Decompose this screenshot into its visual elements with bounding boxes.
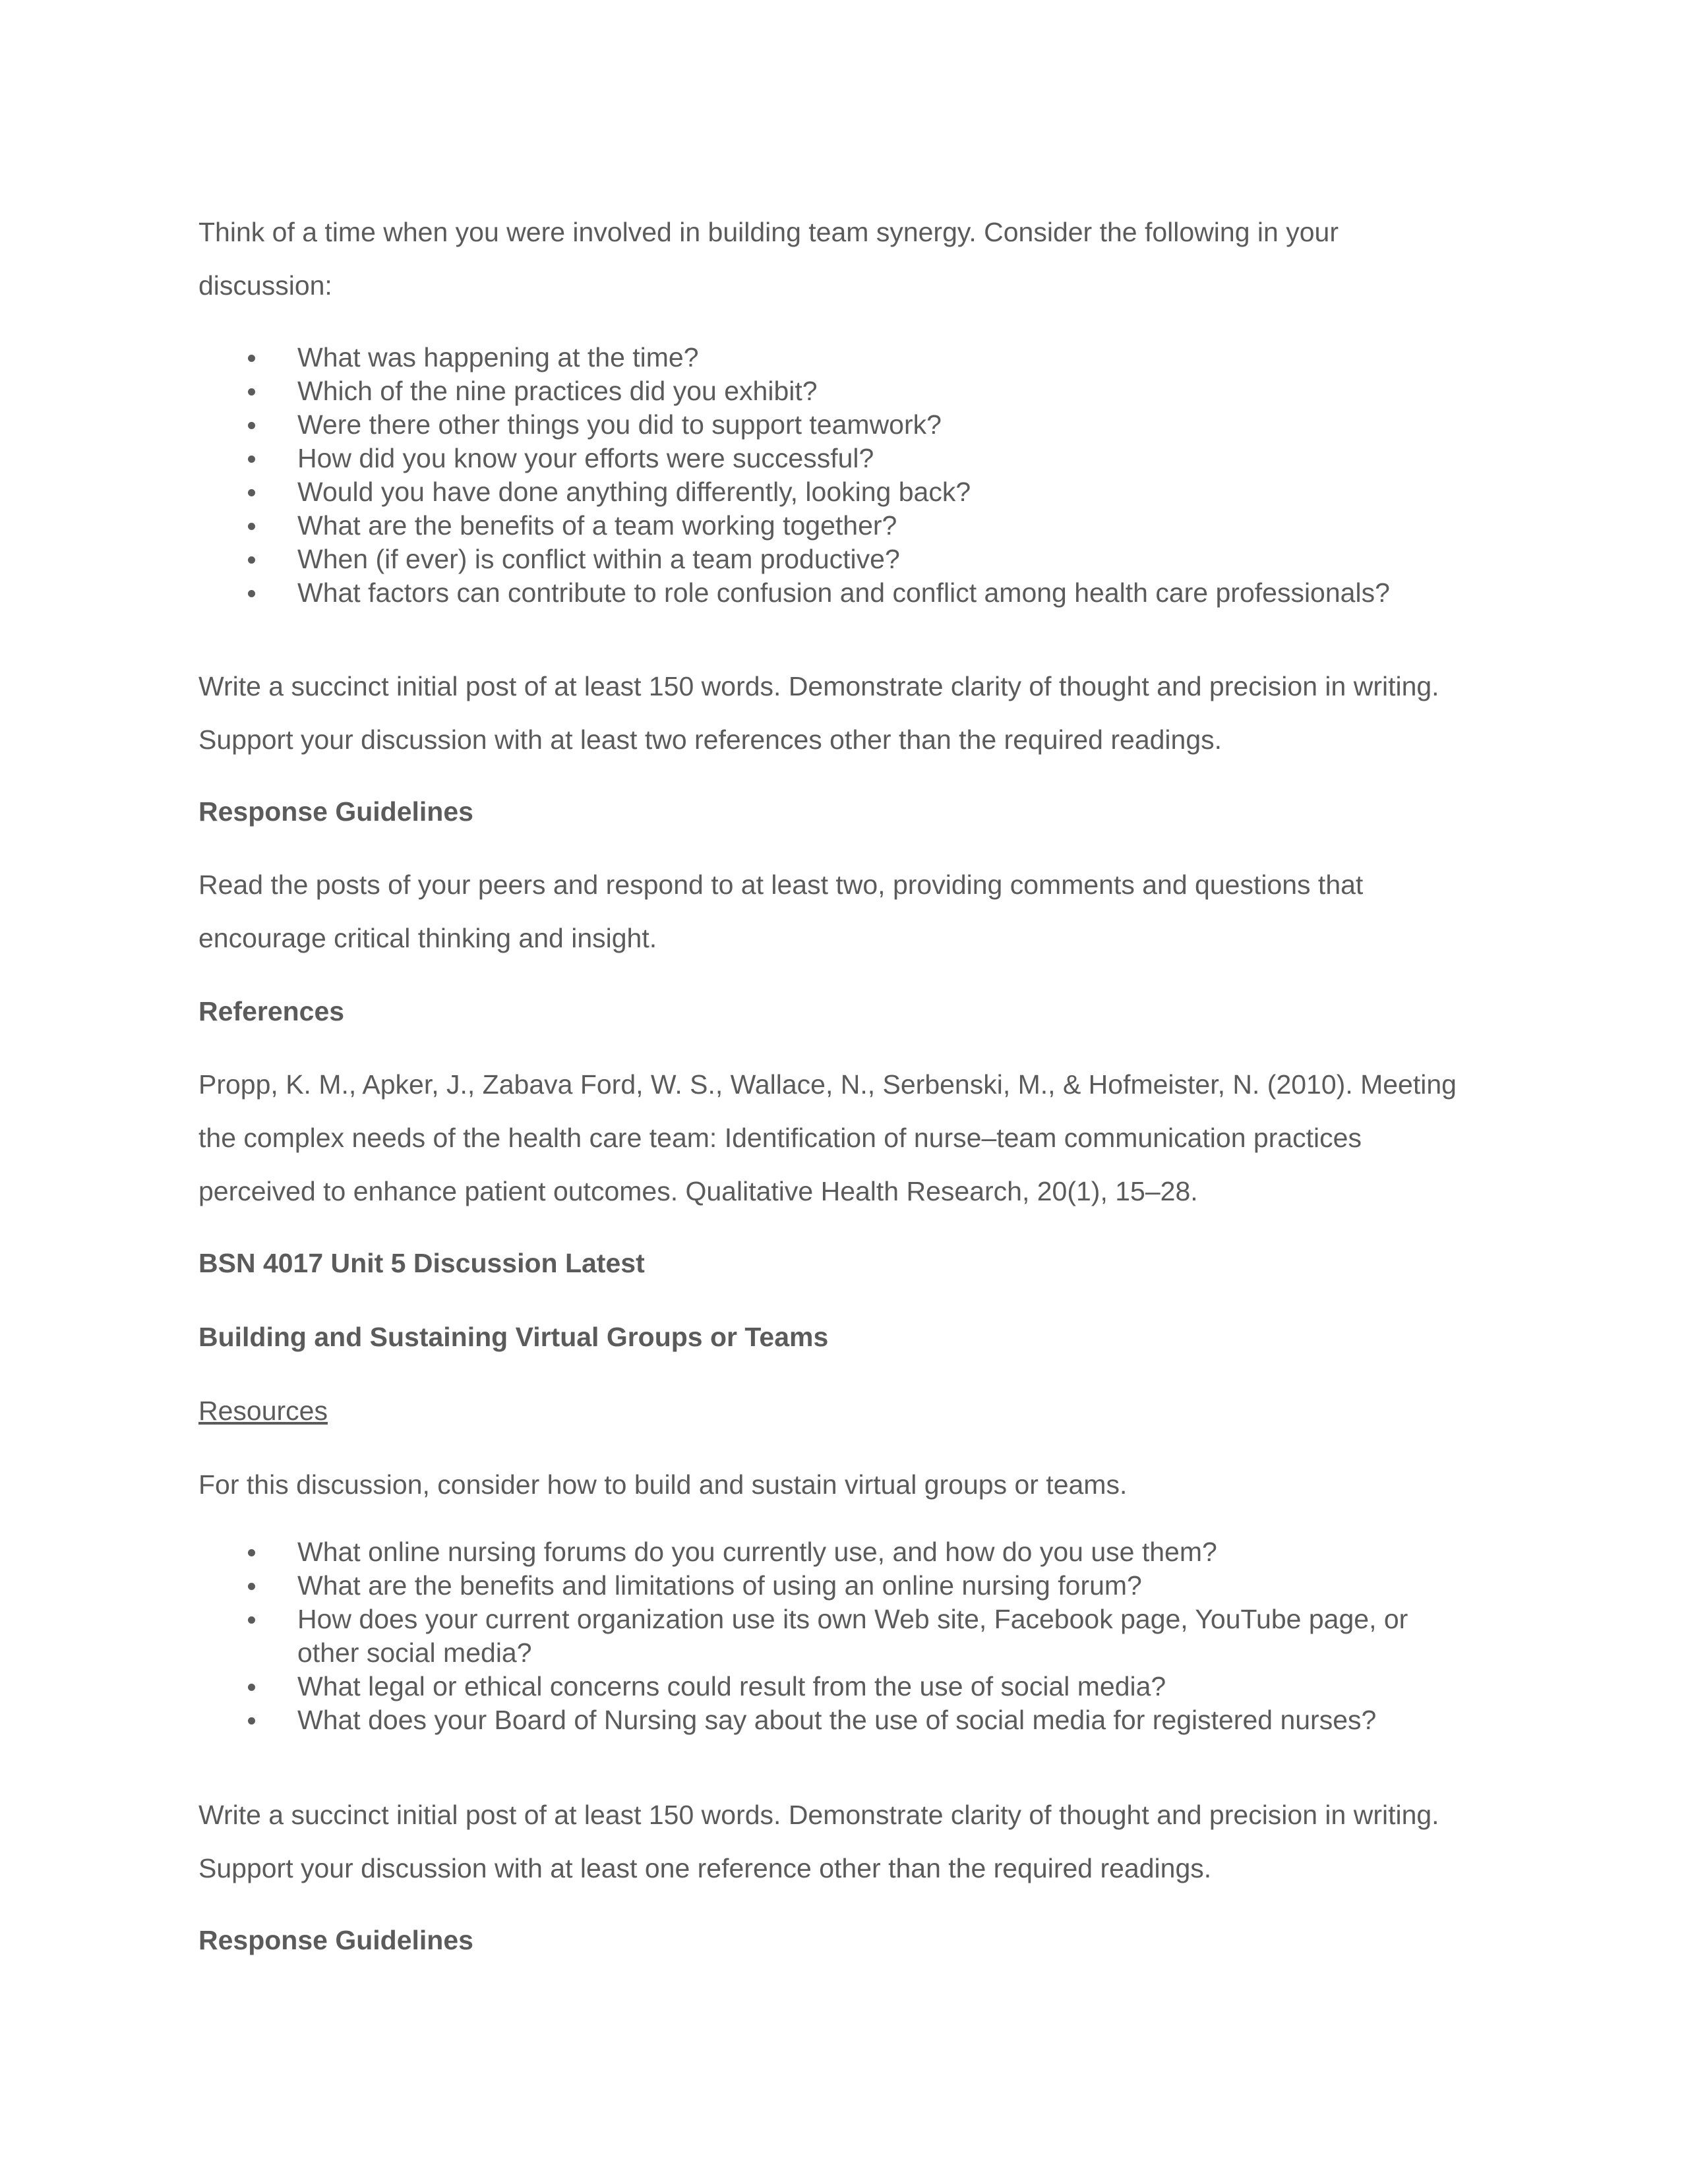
intro-paragraph-2: For this discussion, consider how to build and sustain virtual groups or teams. xyxy=(198,1469,1128,1500)
unit-heading: BSN 4017 Unit 5 Discussion Latest xyxy=(198,1248,645,1278)
intro-line-2: discussion: xyxy=(198,270,332,301)
list-item: What factors can contribute to role confusion and conflict among health care professionals? xyxy=(198,576,1517,610)
bullet-icon xyxy=(248,422,255,429)
bullet-icon xyxy=(248,1616,255,1624)
response-paragraph-1 xyxy=(198,858,1517,965)
list-item: What legal or ethical concerns could result from the use of social media? xyxy=(198,1670,1517,1703)
list-item: What online nursing forums do you currently use, and how do you use them? xyxy=(198,1535,1517,1569)
bullet-icon xyxy=(248,456,255,463)
response-1-line-2: encourage critical thinking and insight. xyxy=(198,923,657,953)
response-guidelines-heading-2: Response Guidelines xyxy=(198,1925,473,1955)
question-list-1 xyxy=(198,341,1517,610)
bullet-icon xyxy=(248,1549,255,1556)
bullet-icon xyxy=(248,1684,255,1691)
references-heading: References xyxy=(198,996,345,1026)
write-2-line-2: Support your discussion with at least one reference other than the required readings. xyxy=(198,1853,1212,1883)
bullet-icon xyxy=(248,489,255,496)
question-list-2 xyxy=(198,1535,1517,1737)
list-item: What was happening at the time? xyxy=(198,341,1517,374)
intro-paragraph xyxy=(198,206,1517,312)
resources-link[interactable]: Resources xyxy=(198,1396,328,1426)
bullet-icon xyxy=(248,1583,255,1590)
list-item: What does your Board of Nursing say about the use of social media for registered nurses? xyxy=(198,1703,1517,1737)
list-item: What are the benefits of a team working together? xyxy=(198,509,1517,543)
list-item: How did you know your efforts were successful? xyxy=(198,442,1517,475)
bullet-icon xyxy=(248,388,255,396)
list-item: Would you have done anything differently, looking back? xyxy=(198,475,1517,509)
intro-line-1: Think of a time when you were involved in building team synergy. Consider the following in your xyxy=(198,217,1339,247)
response-guidelines-heading-1: Response Guidelines xyxy=(198,796,473,827)
reference-line-3: perceived to enhance patient outcomes. Qualitative Health Research, 20(1), 15–28. xyxy=(198,1176,1198,1206)
reference-citation xyxy=(198,1058,1517,1218)
list-item: When (if ever) is conflict within a team productive? xyxy=(198,543,1517,576)
list-item: How does your current organization use its own Web site, Facebook page, YouTube page, or other social media? xyxy=(198,1603,1517,1670)
write-1-line-1: Write a succinct initial post of at least 150 words. Demonstrate clarity of thought and precision in writing. xyxy=(198,671,1439,701)
bullet-icon xyxy=(248,1717,255,1725)
write-2-line-1: Write a succinct initial post of at least 150 words. Demonstrate clarity of thought and precision in writing. xyxy=(198,1800,1439,1830)
list-item: Which of the nine practices did you exhibit? xyxy=(198,374,1517,408)
write-1-line-2: Support your discussion with at least two references other than the required readings. xyxy=(198,724,1222,755)
list-item: Were there other things you did to support teamwork? xyxy=(198,408,1517,442)
response-1-line-1: Read the posts of your peers and respond to at least two, providing comments and questions that xyxy=(198,870,1364,900)
write-instructions-1 xyxy=(198,660,1517,767)
list-item: What are the benefits and limitations of using an online nursing forum? xyxy=(198,1569,1517,1603)
bullet-icon xyxy=(248,590,255,597)
reference-line-2: the complex needs of the health care team: Identification of nurse–team communication practices xyxy=(198,1123,1362,1153)
bullet-icon xyxy=(248,523,255,530)
write-instructions-2 xyxy=(198,1788,1517,1895)
bullet-icon xyxy=(248,556,255,564)
reference-line-1: Propp, K. M., Apker, J., Zabava Ford, W. S., Wallace, N., Serbenski, M., & Hofmeister, N. (2010). Meeting xyxy=(198,1069,1457,1100)
topic-heading: Building and Sustaining Virtual Groups or Teams xyxy=(198,1322,829,1352)
bullet-icon xyxy=(248,355,255,362)
